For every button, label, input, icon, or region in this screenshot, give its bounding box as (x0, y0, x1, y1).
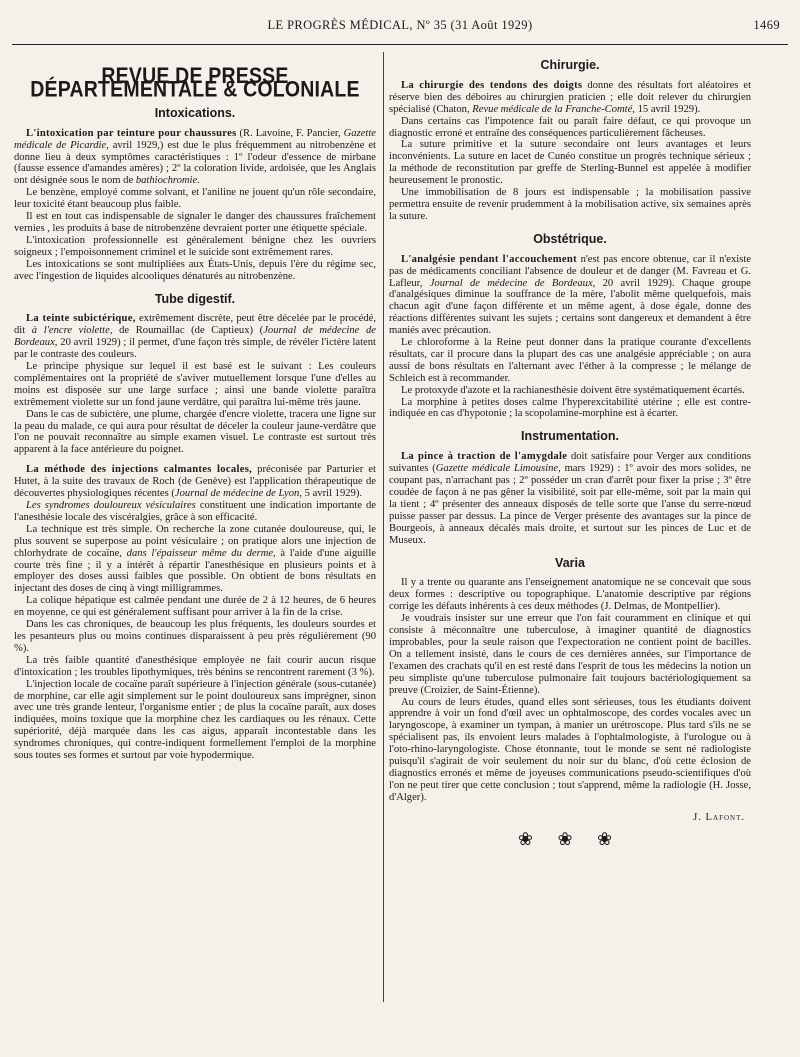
section-heading-obstetrique: Obstétrique. (533, 231, 607, 246)
term: bathiochromie. (135, 175, 200, 187)
article-lead: La pince à traction de l'amygdale (401, 451, 568, 463)
paragraph: Dans les cas chroniques, de beaucoup les plus fréquents, les douleurs sourdes et les pesanteurs plus ou moins continues disparaissent à peu près régulièrement (90 %). (14, 619, 376, 654)
paragraph: La morphine à petites doses calme l'hyperexcitabilité utérine ; elle est contre-indiquée en cas d'hypotonie ; la scopolamine-morphine est à écarter. (389, 396, 751, 420)
article-lead: L'analgésie pendant l'accouchement (401, 253, 577, 265)
paragraph: La chirurgie des tendons des doigts donne des résultats fort aléatoires et réserve bien des déboires au chirurgien praticien ; elle doit relever du chirurgien spécialisé (Chaton, Revue médicale de la Franche-Comté, 15 avril 1929). (389, 79, 752, 115)
paragraph: Le benzène, employé comme solvant, et l'aniline ne jouent qu'un rôle secondaire, leur toxicité étant beaucoup plus faible. (14, 187, 376, 211)
page-number: 1469 (753, 18, 780, 32)
section-heading-chirurgie: Chirurgie. (540, 58, 600, 72)
paragraph: Les intoxications se sont multipliées aux États-Unis, depuis l'ère du régime sec, avec l'ingestion de liquides alcooliques dénaturés au nitrobenzène. (14, 258, 376, 282)
journal-reference: Gazette médicale Limousine, (435, 463, 561, 475)
paragraph: La très faible quantité d'anesthésique employée ne fait courir aucun risque d'intoxication ; les troubles lipothymiques, très bénins se rencontrent rarement (3 %). (14, 654, 376, 678)
paragraph: Il y a trente ou quarante ans l'enseignement anatomique ne se concevait que sous deux formes : descriptive ou topographique. L'anatomie descriptive par régions corrige les défauts inhérents à ces deux méthodes (J. Delmas, de Montpellier). (389, 577, 751, 613)
running-title: LE PROGRÈS MÉDICAL, Nº 35 (31 Août 1929) (267, 18, 533, 32)
paragraph: L'intoxication professionnelle est généralement bénigne chez les ouvriers soigneux ; l'empoisonnement criminel et le suicide sont extrêmement rares. (14, 234, 376, 258)
paragraph: La technique est très simple. On recherche la zone cutanée douloureuse, qui, le plus souvent se superpose au point vésiculaire ; on pratique alors une injection de chlorhydrate de cocaïne, dans l'épaisseur même du derme, à l'aide d'une aiguille courte très fine ; il y a intérêt à répartir l'anesthésique en plusieurs points et à employer des doses aussi faibles que possible. On obtient de bons résultats en injectant des doses de cinq à vingt milligrammes. (14, 523, 376, 595)
journal-reference: Gazette médicale de Picardie, (14, 127, 376, 151)
revue-title: REVUE DE PRESSE DÉPARTEMENTALE & COLONIALE (30, 63, 360, 102)
section-heading-instrumentation: Instrumentation. (521, 429, 619, 444)
header-rule (12, 44, 788, 45)
paragraph: La méthode des injections calmantes locales, préconisée par Parturier et Hutet, à la suite des travaux de Roch (de Genève) est l'application thérapeutique de découvertes physiologiques récentes (Journal de médecine de Lyon, 5 avril 1929). (14, 464, 376, 500)
journal-reference: Revue médicale de la Franche-Comté, (472, 103, 635, 115)
paragraph: Il est en tout cas indispensable de signaler le danger des chaussures fraîchement vernies , les produits à base de nitrobenzène devraient porter une étiquette spéciale. (14, 211, 376, 234)
paragraph: L'intoxication par teinture pour chaussures (R. Lavoine, F. Pancier, Gazette médicale de Picardie, avril 1929,) est due le plus fréquemment au nitrobenzène et donne lieu à deux symptômes caractéristiques : 1º l'odeur d'essence de mirbane (fausse essence d'amandes amères) ; 2º la coloration livide, ardoisée, que les Anglais ont désignée sous le nom de bathiochromie. (14, 127, 376, 187)
paragraph: Dans le cas de subictère, une plume, chargée d'encre violette, tracera une ligne sur la peau du malade, ce qui aura pour résultat de déceler la couleur jaune-verdâtre que l'on ne pouvait reconnaître au simple examen visuel. Le contraste est surtout très apparent à la face antérieure du poignet. (14, 408, 376, 456)
article-lead: L'intoxication par teinture pour chaussures (26, 127, 237, 139)
section-heading-tube-digestif: Tube digestif. (154, 291, 236, 306)
fleuron-ornament: ❀ ❀ ❀ (517, 828, 623, 849)
article-lead: La méthode des injections calmantes locales, (26, 464, 253, 476)
paragraph: Une immobilisation de 8 jours est indispensable ; la mobilisation passive permettra ensuite de revenir prudemment à la mobilisation active, six semaines après la suture. (389, 187, 751, 222)
paragraph: La teinte subictérique, extrêmement discrète, peut être décelée par le procédé, dit à l'encre violette, de Roumaillac (de Captieux) (Journal de médecine de Bordeaux, 20 avril 1929) ; il permet, d'une façon très simple, de révéler l'ictère latent par le contraste des couleurs. (14, 313, 376, 361)
paragraph: Le chloroforme à la Reine peut donner dans la pratique courante d'excellents résultats, car il procure dans la plupart des cas une analgésie appréciable ; on aura aussi de bons résultats en l'alternant avec l'éther à la compresse ; le mélange de Schleich est à recommander. (389, 337, 751, 384)
paragraph: Je voudrais insister sur une erreur que l'on fait couramment en clinique et qui consiste à méconnaître une tuberculose, à imaginer quantité de diagnostics improbables, pour la seule raison que l'expectoration ne contient point de bacilles. On a tellement insisté, dans le cours de ces dernières années, sur l'importance de l'examen des crachats qu'il en est resté dans l'esprit de tous les médecins la notion un peu simpliste qu'une tuberculose pulmonaire fait toujours bactériologiquement sa preuve (Croizier, de Saint-Étienne). (389, 613, 751, 696)
paragraph: L'injection locale de cocaïne paraît supérieure à l'injection générale (sous-cutanée) de morphine, car elle agit simplement sur le point douloureux sans imprégner, sinon avec une très grande lenteur, l'organisme entier ; de plus la cocaïne paraît, aux doses indiquées, moins toxique que la morphine chez les cardiaques ou les rénaux. Cette supériorité, déjà marquée dans les cas aigus, apparaît incontestable dans les syndromes chroniques, qui contre-indiquent formellement l'emploi de la morphine sous toutes ses formes et surtout par voie hypodermique. (14, 678, 376, 762)
paragraph: Le principe physique sur lequel il est basé est le suivant : Les couleurs complémentaires ont la propriété de s'aviver mutuellement lorsque l'une d'elles au moins est disposée sur une large surface ; ainsi une bande violette paraîtra extrêmement violette sur un fond jaune verdâtre, qui paraîtra lui-même très jaune. (14, 361, 376, 408)
paragraph: La pince à traction de l'amygdale doit satisfaire pour Verger aux conditions suivantes (Gazette médicale Limousine, mars 1929) : 1º avoir des mors solides, ne coupant pas, n'arrachant pas ; 2º posséder un cran d'arrêt pour fixer la prise ; 3º être coudée de façon à ne pas gêner la visibilité, soit par elle-même, soit par la main qui la tient ; 4º présenter des anneaux disposés de telle sorte que l'anse du serre-nœud puisse passer par dessus. La pince de Verger présente des avantages sur la pince de Bourgeois, à anneaux décalés mais droite, et surtout sur les pinces de Luc et de Museux. (389, 451, 751, 546)
paragraph: L'analgésie pendant l'accouchement n'est pas encore obtenue, car il n'existe pas de médicaments conciliant l'absence de douleur et de danger (M. Favreau et G. Lafleur, Journal de médecine de Bordeaux, 20 avril 1929). Chaque groupe d'analgésiques diminue la souffrance de la mère, l'abolit même quelquefois, mais chacun agit d'une façon différente et un même agent, à dose égale, donne des réactions différentes suivant les sujets ; certains sont dangereux et demandent à être maniés avec précaution. (389, 253, 751, 337)
section-heading-varia: Varia (555, 555, 585, 570)
left-column (14, 56, 376, 762)
paragraph: La colique hépatique est calmée pendant une durée de 2 à 12 heures, de 6 heures en moyenne, ce qui est généralement suffisant pour arriver à la fin de la crise. (14, 595, 376, 619)
article-lead: La teinte subictérique, (26, 313, 136, 325)
journal-reference: Journal de médecine de Bordeaux, (429, 277, 596, 289)
column-divider (383, 52, 384, 1002)
right-column (389, 56, 752, 849)
paragraph: Les syndromes douloureux vésiculaires constituent une indication importante de l'anesthésie locale des viscéralgies, grâce à son efficacité. (14, 500, 376, 523)
page-header (0, 18, 800, 38)
article-lead: La chirurgie des tendons des doigts (401, 79, 583, 91)
paragraph: Dans certains cas l'impotence fait ou paraît faire défaut, ce qui provoque un diagnostic erroné et entraîne des conséquences particulièrement fâcheuses. (389, 115, 751, 139)
paragraph: Le protoxyde d'azote et la rachianesthésie doivent être systématiquement écartés. (401, 384, 745, 396)
paragraph: Au cours de leurs études, quand elles sont sérieuses, tous les étudiants doivent apprendre à voir un fond d'œil avec un ophtalmoscope, des cordes vocales avec un laryngoscope, à examiner un tympan, à manier un urétroscope. Plus tard s'ils ne se spécialisent pas, ils envoient leurs malades à l'ophtalmologiste, à l'urologue ou à l'oto-rhino-laryngologiste. Chose étonnante, tout le monde se sent né radiologiste puisqu'il s'agirait de voir seulement du noir sur du blanc, d'où cette éclosion de diagnostics erronés et même de joyeuses communications pseudo-scientifiques d'où l'on ne peut tirer que cette conclusion ; tout s'apprend, même la radiologie (H. Josse, d'Alger). (389, 696, 751, 803)
paragraph: La suture primitive et la suture secondaire ont leurs avantages et leurs inconvénients. La suture en lacet de Cunéo constitue un progrès technique sérieux ; la méthode de reconstitution par greffe de Sterling-Bunnel est appelée à modifier heureusement le pronostic. (389, 139, 751, 187)
journal-reference: Journal de médecine de Bordeaux, (14, 325, 376, 349)
author-signature: J. Lafont. (693, 811, 745, 823)
section-heading-intoxications: Intoxications. (154, 105, 236, 120)
journal-reference: Journal de médecine de Lyon, (174, 488, 302, 500)
